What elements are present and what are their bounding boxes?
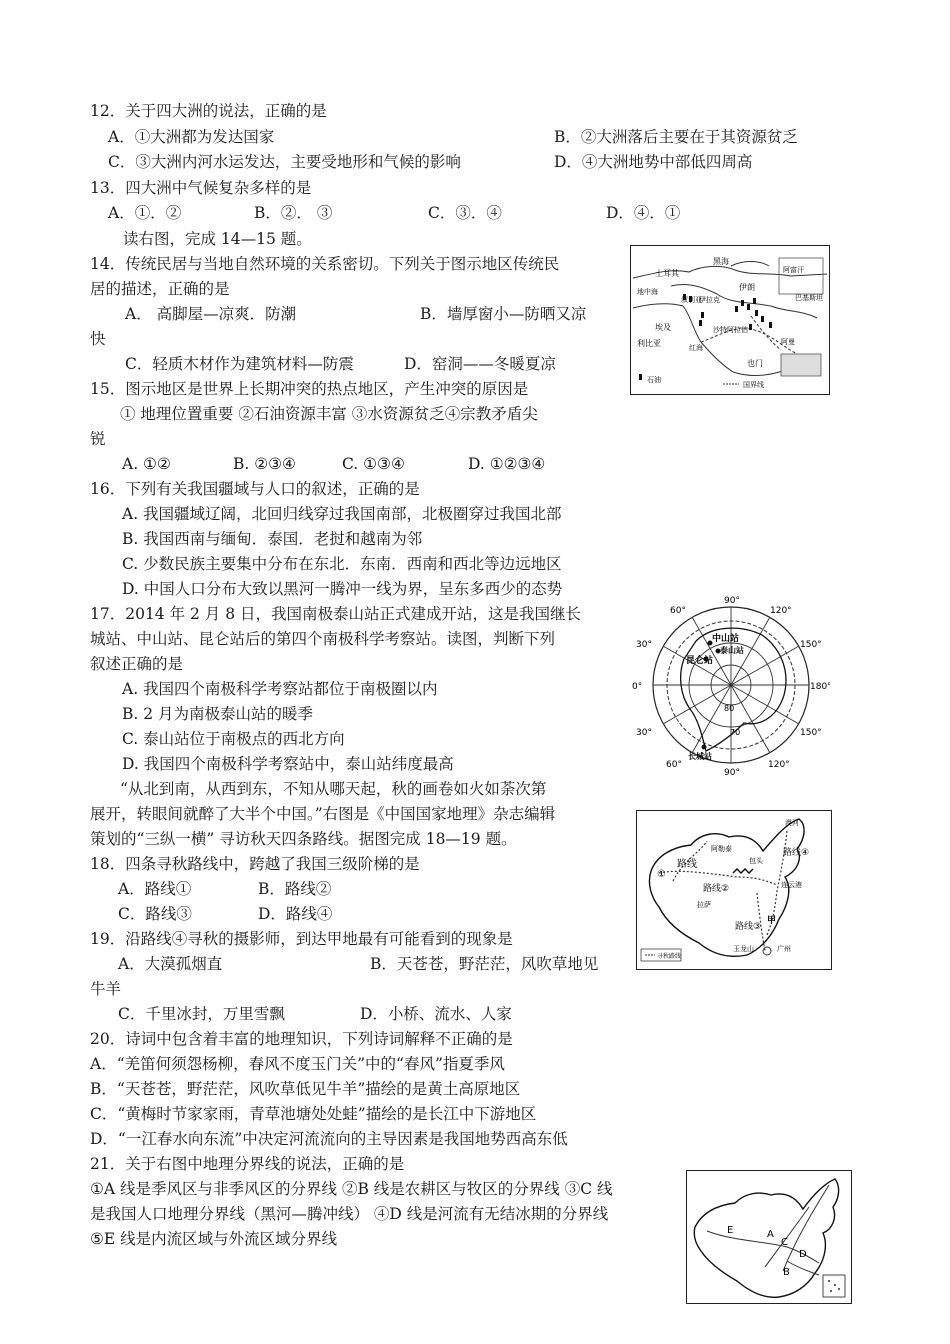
map4-label-d: D [799, 1249, 807, 1260]
middle-east-map-graphic [631, 246, 829, 394]
q18-option-c: C．路线③ [118, 905, 192, 923]
map1-label: 巴基斯坦 [795, 294, 823, 302]
q15-option-a: A. ①② [122, 455, 171, 473]
map2-lat-label: 90° [724, 596, 740, 606]
map3-route-label: 路线② [703, 884, 730, 894]
china-boundary-lines-map [686, 1170, 852, 1304]
intro-18-19-line3: 策划的“三纵一横” 寻访秋天四条路线。据图完成 18—19 题。 [90, 830, 517, 848]
q19-option-d: D．小桥、流水、人家 [360, 1005, 512, 1023]
map3-route-label: 路线③ [735, 922, 762, 932]
map1-label: 伊拉克 [699, 296, 720, 304]
map3-label: 连云港 [781, 881, 802, 889]
q18-option-d: D．路线④ [258, 905, 333, 923]
q21-statements-line3: ⑤E 线是内流区域与外流区域分界线 [90, 1230, 338, 1248]
q17-option-a: A. 我国四个南极科学考察站都位于南极圈以内 [122, 680, 438, 698]
map2-lon-label: 30° [636, 640, 652, 650]
q20-option-d: D．“一江春水向东流”中决定河流流向的主导因素是我国地势西高东低 [90, 1130, 568, 1148]
map3-label: 广州 [777, 945, 791, 953]
map1-label: 阿曼 [781, 338, 795, 346]
q19-option-c: C．千里冰封，万里雪飘 [118, 1005, 285, 1023]
map1-label: 利比亚 [637, 339, 661, 348]
map2-lat-label: 90° [724, 768, 740, 777]
intro-18-19-line1: “从北到南，从西到东，不知从哪天起，秋的画卷如火如荼次第 [120, 780, 547, 798]
map2-lon-label: 60° [666, 760, 682, 770]
q18-option-b: B．路线② [258, 880, 332, 898]
q16-option-a: A. 我国疆域辽阔，北回归线穿过我国南部，北极圈穿过我国北部 [122, 505, 562, 523]
q13-option-d: D．④．① [606, 204, 681, 222]
map1-label: 地中海 [637, 288, 658, 296]
map4-label-a: A [767, 1229, 774, 1240]
map2-circle-label: 80 [724, 704, 735, 713]
q21-stem: 21．关于右图中地理分界线的说法，正确的是 [90, 1155, 405, 1173]
q12-option-d: D．④大洲地势中部低四周高 [554, 153, 753, 171]
map4-label-e: E [727, 1225, 734, 1236]
antarctica-map [632, 595, 830, 777]
map1-label: 也门 [747, 359, 763, 368]
q17-stem-line3: 叙述正确的是 [90, 655, 184, 673]
q15-items-line1: ① 地理位置重要 ②石油资源丰富 ③水资源贫乏④宗教矛盾尖 [120, 405, 538, 423]
china-autumn-routes-map [636, 810, 832, 970]
map3-route-label: ① [657, 869, 666, 880]
map1-label: 叙利亚 [681, 296, 702, 304]
map3-route-label: 路线 [677, 859, 697, 870]
q16-option-b: B. 我国西南与缅甸．泰国．老挝和越南为邻 [122, 530, 423, 548]
q21-statements-line2: 是我国人口地理分界线（黑河—腾冲线） ④D 线是河流有无结冰期的分界线 [90, 1205, 609, 1223]
q17-option-b: B. 2 月为南极泰山站的暖季 [122, 705, 314, 723]
intro-14-15: 读右图，完成 14—15 题。 [123, 230, 312, 248]
map3-label: 包头 [749, 857, 763, 865]
q15-stem: 15．图示地区是世界上长期冲突的热点地区，产生冲突的原因是 [90, 380, 529, 398]
map3-label: 玉龙山 [733, 945, 754, 953]
q15-items-line2: 锐 [90, 430, 106, 448]
map1-label: 伊朗 [739, 283, 755, 292]
q20-stem: 20．诗词中包含着丰富的地理知识，下列诗词解释不正确的是 [90, 1030, 513, 1048]
q14-option-b: B．墙厚窗小—防晒又凉 [420, 305, 587, 323]
q15-option-d: D. ①②③④ [468, 455, 546, 473]
map2-lon-label: 150° [800, 640, 822, 650]
q18-option-a: A．路线① [118, 880, 192, 898]
map2-station-zhongshan: 中山站 [712, 634, 740, 644]
q14-stem-line1: 14．传统民居与当地自然环境的关系密切。下列关于图示地区传统民 [90, 255, 560, 273]
china-routes-map-graphic [637, 811, 831, 969]
q20-option-c: C．“黄梅时节家家雨，青草池塘处处蛙”描绘的是长江中下游地区 [90, 1105, 537, 1123]
q21-statements-line1: ①A 线是季风区与非季风区的分界线 ②B 线是农耕区与牧区的分界线 ③C 线 [90, 1180, 613, 1198]
map2-lon-label: 180° [810, 682, 830, 692]
map2-lon-label: 0° [632, 682, 643, 692]
q19-option-b-cont: 牛羊 [90, 980, 122, 998]
q16-option-c: C. 少数民族主要集中分布在东北．东南．西南和西北等边远地区 [122, 555, 562, 573]
q17-stem-line2: 城站、中山站、昆仑站后的第四个南极科学考察站。读图，判断下列 [90, 630, 556, 648]
map2-lon-label: 30° [636, 728, 652, 738]
q14-stem-line2: 居的描述，正确的是 [90, 280, 230, 298]
q17-option-d: D. 我国四个南极科学考察站中，泰山站纬度最高 [122, 755, 454, 773]
q13-option-b: B．②． ③ [254, 204, 333, 222]
map2-lon-label: 120° [768, 760, 790, 770]
map2-lon-label: 120° [770, 606, 792, 616]
map3-label: 漠河 [785, 819, 799, 827]
q13-option-c: C．③．④ [428, 204, 502, 222]
map2-circle-label: 70 [730, 728, 741, 737]
q16-option-d: D. 中国人口分布大致以黑河一腾冲一线为界，呈东多西少的态势 [122, 580, 563, 598]
q12-option-c: C．③大洲内河水运发达，主要受地形和气候的影响 [108, 153, 461, 171]
q18-stem: 18．四条寻秋路线中，跨越了我国三级阶梯的是 [90, 855, 420, 873]
china-boundary-map-graphic [687, 1171, 851, 1303]
q19-option-a: A．大漠孤烟直 [118, 955, 223, 973]
intro-18-19-line2: 展开，转眼间就醉了大半个中国。”右图是《中国国家地理》杂志编辑 [90, 805, 556, 823]
q15-option-b: B. ②③④ [233, 455, 296, 473]
q12-option-b: B．②大洲落后主要在于其资源贫乏 [554, 128, 798, 146]
q19-stem: 19．沿路线④寻秋的摄影师，到达甲地最有可能看到的现象是 [90, 930, 513, 948]
map2-lon-label: 60° [670, 606, 686, 616]
map3-label: 阿勒泰 [711, 845, 732, 853]
q16-stem: 16．下列有关我国疆域与人口的叙述，正确的是 [90, 480, 420, 498]
map1-label: 黑海 [713, 257, 729, 266]
map2-station-taishan: 泰山站 [720, 646, 744, 655]
map1-label: 阿富汗 [783, 266, 804, 274]
map3-route-label: 路线④ [783, 848, 810, 858]
map1-label: 沙特阿拉伯 [713, 326, 748, 334]
q17-option-c: C. 泰山站位于南极点的西北方向 [122, 730, 345, 748]
map1-label: 土耳其 [655, 269, 679, 278]
q15-option-c: C. ①③④ [342, 455, 405, 473]
map4-label-c: C [781, 1237, 788, 1248]
q12-stem: 12．关于四大洲的说法，正确的是 [90, 102, 327, 120]
q14-option-c: C．轻质木材作为建筑材料—防震 [125, 355, 354, 373]
q12-option-a: A．①大洲都为发达国家 [108, 128, 275, 146]
q19-option-b: B．天苍苍，野茫茫，风吹草地见 [370, 955, 599, 973]
q20-option-a: A．“羌笛何须怨杨柳，春风不度玉门关”中的“春风”指夏季风 [90, 1055, 505, 1073]
q20-option-b: B．“天苍苍，野茫茫，风吹草低见牛羊”描绘的是黄土高原地区 [90, 1080, 521, 1098]
q14-option-b-cont: 快 [90, 330, 106, 348]
map2-station-changcheng: 长城站 [688, 752, 712, 761]
q17-stem-line1: 17．2014 年 2 月 8 日，我国南极泰山站正式建成开站，这是我国继长 [90, 605, 582, 623]
map2-station-kunlun: 昆仑站 [686, 656, 714, 666]
q13-option-a: A．①．② [108, 204, 182, 222]
map1-legend-border: 国界线 [743, 381, 764, 389]
map1-label: 红海 [689, 344, 703, 352]
q14-option-a: A． 高脚屋—凉爽．防潮 [125, 305, 297, 323]
map2-lon-label: 150° [800, 728, 822, 738]
map3-label: 拉萨 [697, 901, 711, 909]
map4-label-b: B [783, 1267, 790, 1278]
middle-east-map [630, 245, 830, 395]
map3-label-jia: 甲 [767, 916, 777, 926]
map1-label: 埃及 [655, 323, 671, 332]
q13-stem: 13．四大洲中气候复杂多样的是 [90, 179, 312, 197]
map1-legend-oil: 石油 [647, 376, 661, 384]
antarctica-map-graphic [632, 595, 830, 777]
map3-legend: 寻秋路线 [657, 953, 682, 960]
q14-option-d: D．窑洞——冬暖夏凉 [404, 355, 556, 373]
